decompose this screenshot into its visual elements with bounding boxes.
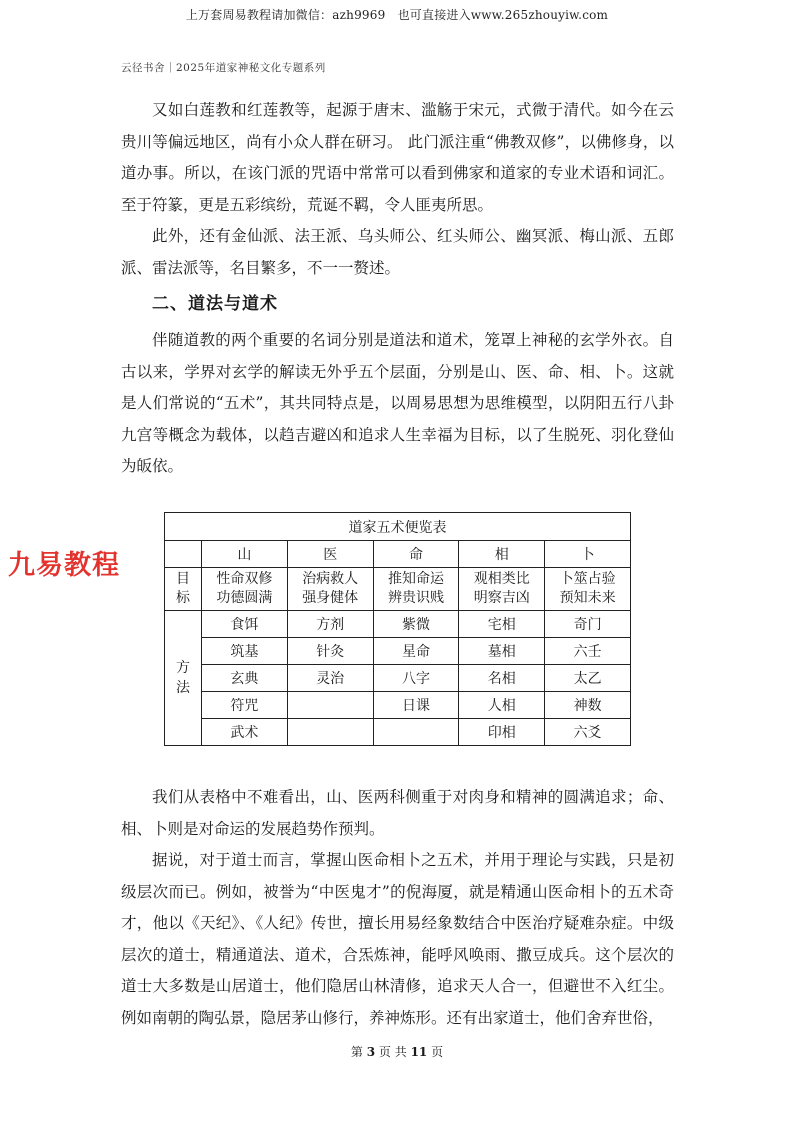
table-header-cell: 相 <box>459 541 545 568</box>
table-cell: 星命 <box>373 638 459 665</box>
table-header-cell: 医 <box>287 541 373 568</box>
table-cell: 宅相 <box>459 611 545 638</box>
total-page-count: 11 <box>410 1045 428 1059</box>
table-cell: 奇门 <box>545 611 631 638</box>
footer-prefix: 第 <box>350 1045 363 1059</box>
footer-middle: 页 共 <box>378 1045 407 1059</box>
top-banner: 上万套周易教程请加微信：azh9969 也可直接进入www.265zhouyiw.com <box>185 8 609 22</box>
table-row-goals <box>165 568 631 611</box>
table-cell <box>287 719 373 746</box>
table-cell <box>373 719 459 746</box>
body-block-section <box>121 325 674 483</box>
table-cell: 治病救人 强身健体 <box>287 568 373 611</box>
table-cell: 紫微 <box>373 611 459 638</box>
table-cell: 食饵 <box>202 611 288 638</box>
paragraph: 又如白莲教和红莲教等，起源于唐末、滥觞于宋元，式微于清代。如今在云贵川等偏远地区，尚有小众人群在研习。 此门派注重“佛教双修”，以佛修身，以道办事。所以，在该门派的咒语中常常可以看到佛家和道家的专业术语和词汇。至于符篆，更是五彩缤纷，荒诞不羁，令人匪夷所思。 <box>121 101 674 214</box>
running-head: 云径书舍｜2025年道家神秘文化专题系列 <box>121 62 326 74</box>
table-row <box>165 611 631 638</box>
row-label-goal: 目 标 <box>165 568 202 611</box>
table-caption: 道家五术便览表 <box>165 513 631 541</box>
row-label-method: 方 法 <box>165 611 202 746</box>
watermark: 九易教程 <box>8 550 120 581</box>
table-cell: 名相 <box>459 665 545 692</box>
table-cell: 人相 <box>459 692 545 719</box>
table-cell: 针灸 <box>287 638 373 665</box>
table-row <box>165 638 631 665</box>
table-row <box>165 692 631 719</box>
current-page-number: 3 <box>366 1045 376 1059</box>
table-cell: 符咒 <box>202 692 288 719</box>
table-cell: 推知命运 辨贵识贱 <box>373 568 459 611</box>
table-cell: 墓相 <box>459 638 545 665</box>
table-cell: 六爻 <box>545 719 631 746</box>
table-row <box>165 665 631 692</box>
table-cell: 八字 <box>373 665 459 692</box>
table-header-row <box>165 541 631 568</box>
paragraph: 据说，对于道士而言，掌握山医命相卜之五术，并用于理论与实践，只是初级层次而已。例如，被誉为“中医鬼才”的倪海厦，就是精通山医命相卜的五术奇才，他以《天纪》、《人纪》传世，擅长用易经象数结合中医治疗疑难杂症。中级层次的道士，精通道法、道术，合炁炼神，能呼风唤雨、撒豆成兵。这个层次的道士大多数是山居道士，他们隐居山林清修，追求天人合一，但避世不入红尘。例如南朝的陶弘景，隐居茅山修行，养神炼形。还有出家道士，他们舍弃世俗， <box>121 851 674 1027</box>
table-cell: 筑基 <box>202 638 288 665</box>
table-cell: 日课 <box>373 692 459 719</box>
table-header-cell: 命 <box>373 541 459 568</box>
table-cell: 太乙 <box>545 665 631 692</box>
table-cell: 六壬 <box>545 638 631 665</box>
paragraph: 伴随道教的两个重要的名词分别是道法和道术，笼罩上神秘的玄学外衣。自古以来，学界对玄学的解读无外乎五个层面，分别是山、医、命、相、卜。这就是人们常说的“五术”，其共同特点是，以周易思想为思维模型，以阴阳五行八卦九宫等概念为载体，以趋吉避凶和追求人生幸福为目标，以了生脱死、羽化登仙为皈依。 <box>121 331 674 475</box>
paragraph: 此外，还有金仙派、法王派、乌头师公、红头师公、幽冥派、梅山派、五郎派、雷法派等，名目繁多，不一一赘述。 <box>121 227 674 277</box>
table-cell <box>287 692 373 719</box>
five-arts-table <box>164 512 631 746</box>
table-cell: 性命双修 功德圆满 <box>202 568 288 611</box>
table-cell: 玄典 <box>202 665 288 692</box>
table-cell: 卜筮占验 预知未来 <box>545 568 631 611</box>
table-cell: 武术 <box>202 719 288 746</box>
table-cell: 观相类比 明察吉凶 <box>459 568 545 611</box>
table-header-cell: 卜 <box>545 541 631 568</box>
table-cell: 神数 <box>545 692 631 719</box>
body-block-intro <box>121 95 674 284</box>
body-block-analysis <box>121 782 674 1034</box>
paragraph: 我们从表格中不难看出，山、医两科侧重于对肉身和精神的圆满追求；命、相、卜则是对命运的发展趋势作预判。 <box>121 788 674 838</box>
table-cell: 印相 <box>459 719 545 746</box>
section-title: 二、道法与道术 <box>152 294 278 314</box>
page-footer <box>0 1043 794 1060</box>
footer-suffix: 页 <box>431 1045 444 1059</box>
table-header-cell: 山 <box>202 541 288 568</box>
table-cell: 灵治 <box>287 665 373 692</box>
table-row <box>165 719 631 746</box>
table-cell: 方剂 <box>287 611 373 638</box>
table-corner-cell <box>165 541 202 568</box>
